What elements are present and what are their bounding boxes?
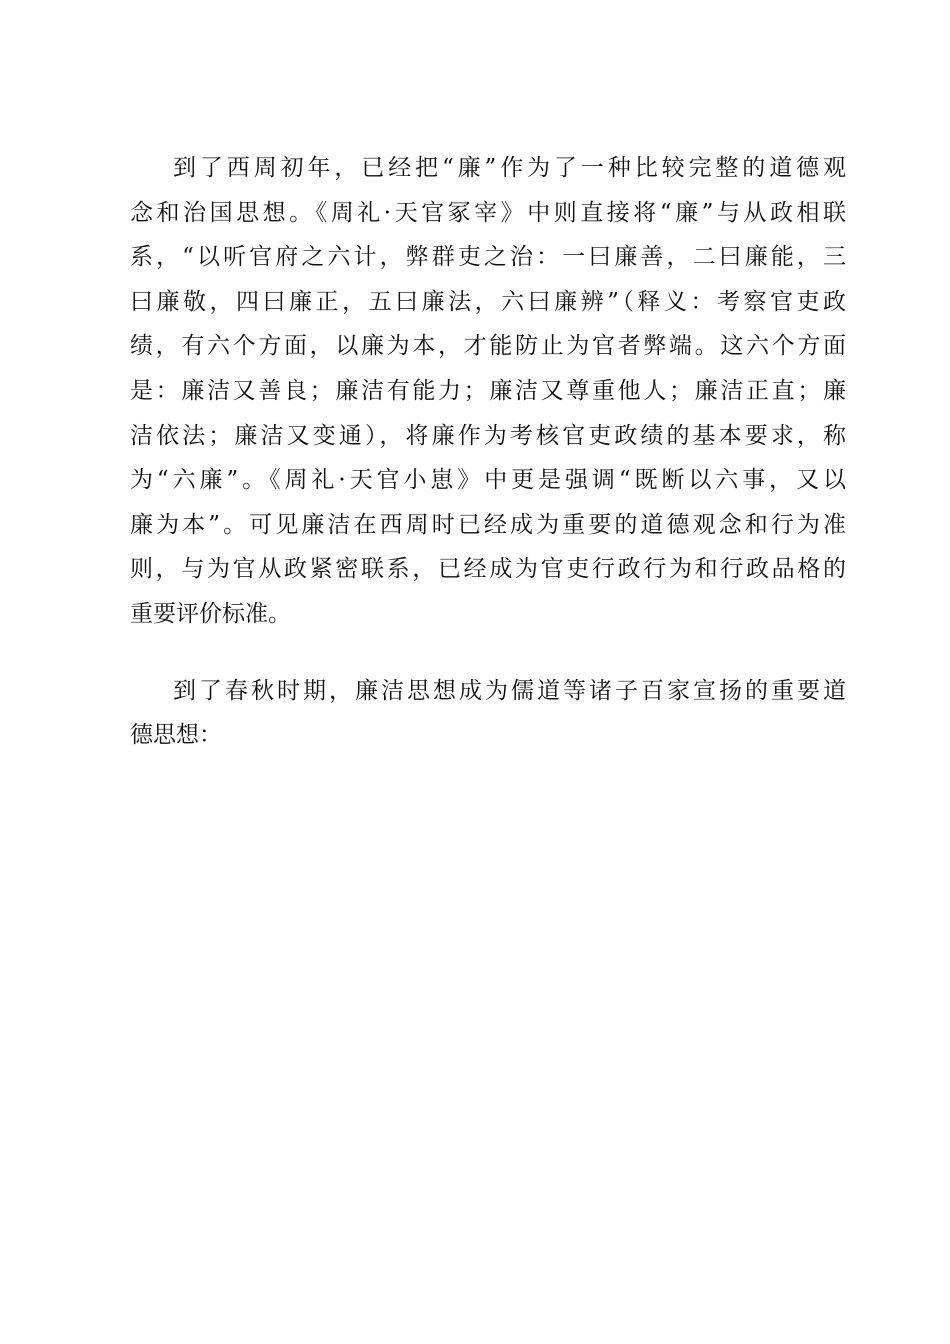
paragraph-western-zhou [130,146,846,637]
paragraph-line: 洁依法；廉洁又变通），将廉作为考核官吏政绩的基本要求，称 [130,422,846,449]
paragraph-line: 到了西周初年，已经把“廉”作为了一种比较完整的道德观 [173,155,846,181]
paragraph-spacer [130,637,846,669]
paragraph-line: 绩，有六个方面，以廉为本，才能防止为官者弊端。这六个方面 [130,333,846,360]
paragraph-line: 廉为本”。可见廉洁在西周时已经成为重要的道德观念和行为准 [130,511,846,538]
paragraph-line: 到了春秋时期，廉洁思想成为儒道等诸子百家宣扬的重要道 [173,677,846,704]
paragraph-line: 是：廉洁又善良；廉洁有能力；廉洁又尊重他人；廉洁正直；廉 [130,377,846,404]
paragraph-line: 念和治国思想。《周礼·天官冢宰》中则直接将“廉”与从政相联 [130,199,846,226]
paragraph-line: 则，与为官从政紧密联系，已经成为官吏行政行为和行政品格的 [130,556,846,583]
document-body [130,146,846,758]
paragraph-spring-autumn [130,669,846,758]
paragraph-line: 德思想： [130,722,222,749]
paragraph-line: 曰廉敬，四曰廉正，五曰廉法，六曰廉辨”（释义：考察官吏政 [130,288,846,315]
paragraph-line: 为“六廉”。《周礼·天官小崽》中更是强调“既断以六事，又以 [130,467,846,494]
paragraph-line: 重要评价标准。 [130,600,291,627]
paragraph-line: 系，“以听官府之六计，弊群吏之治：一曰廉善，二曰廉能，三 [130,244,846,271]
